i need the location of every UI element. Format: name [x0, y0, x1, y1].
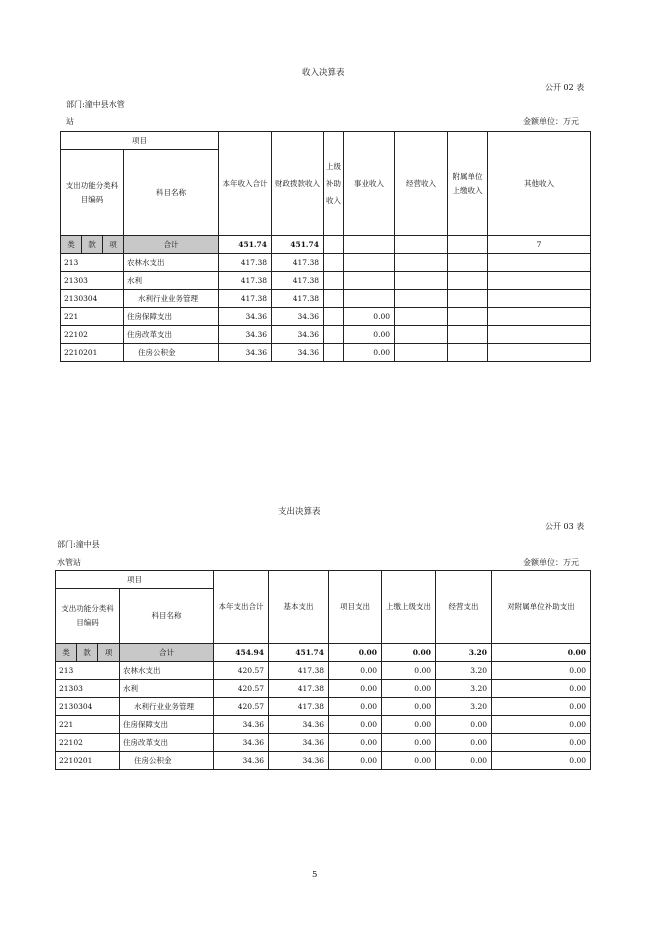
expense-header-subject-name: 科目名称 [120, 589, 214, 644]
expense-row-operating: 0.00 [436, 734, 492, 752]
expense-row-code: 213 [56, 662, 120, 680]
expense-header-project: 项目 [56, 571, 214, 589]
expense-row-subsidy: 0.00 [492, 752, 591, 770]
income-row-fiscal: 417.38 [272, 272, 324, 290]
income-header-superior: 上级补助收入 [324, 132, 344, 236]
expense-dept-line2: 水管站 [57, 558, 81, 567]
expense-unit: 金额单位：万元 [523, 558, 579, 567]
table-row [56, 680, 591, 698]
expense-row-name: 住房公积金 [120, 752, 214, 770]
expense-header-func-code: 支出功能分类科目编码 [56, 589, 120, 644]
expense-row-name: 水利 [120, 680, 214, 698]
expense-row-operating: 3.20 [436, 662, 492, 680]
income-total-kuan: 款 [82, 236, 103, 254]
table-row [56, 698, 591, 716]
income-row-total: 417.38 [219, 254, 272, 272]
expense-row-operating: 0.00 [436, 716, 492, 734]
income-total-total: 451.74 [219, 236, 272, 254]
expense-dept-line1: 部门:潼中县 [57, 540, 100, 549]
income-row-name: 水利行业业务管理 [124, 290, 219, 308]
income-row-name: 住房保障支出 [124, 308, 219, 326]
income-row-fiscal: 34.36 [272, 344, 324, 362]
expense-row-basic: 417.38 [269, 698, 329, 716]
expense-row-basic: 34.36 [269, 734, 329, 752]
expense-table [55, 570, 591, 770]
income-row-business [344, 272, 395, 290]
expense-row-total: 34.36 [214, 716, 269, 734]
expense-row-subsidy: 0.00 [492, 662, 591, 680]
expense-row-remit: 0.00 [382, 734, 436, 752]
income-unit: 金额单位：万元 [523, 117, 579, 126]
table-row [56, 662, 591, 680]
expense-row-code: 22102 [56, 734, 120, 752]
expense-total-xiang: 项 [98, 644, 120, 662]
income-total-lei: 类 [61, 236, 82, 254]
income-row-total: 417.38 [219, 290, 272, 308]
income-total-fiscal: 451.74 [272, 236, 324, 254]
expense-header-basic: 基本支出 [269, 571, 329, 644]
expense-row-total: 34.36 [214, 752, 269, 770]
expense-header-remit: 上缴上级支出 [382, 571, 436, 644]
expense-row-project-exp: 0.00 [329, 734, 382, 752]
expense-row-total: 34.36 [214, 734, 269, 752]
expense-total-label: 合计 [120, 644, 214, 662]
income-header-func-code: 支出功能分类科目编码 [61, 150, 124, 236]
expense-row-code: 221 [56, 716, 120, 734]
expense-total-operating: 3.20 [436, 644, 492, 662]
expense-row-operating: 0.00 [436, 752, 492, 770]
income-table [60, 131, 591, 362]
income-row-name: 住房公积金 [124, 344, 219, 362]
income-header-other: 其他收入 [488, 132, 591, 236]
expense-row-subsidy: 0.00 [492, 716, 591, 734]
income-title: 收入决算表 [302, 68, 345, 78]
income-dept-line2: 站 [66, 117, 74, 126]
income-header-subject-name: 科目名称 [124, 150, 219, 236]
expense-row-project-exp: 0.00 [329, 716, 382, 734]
expense-row-code: 2210201 [56, 752, 120, 770]
expense-total-lei: 类 [56, 644, 77, 662]
table-row [56, 734, 591, 752]
income-total-other: 7 [488, 236, 591, 254]
income-row-business: 0.00 [344, 326, 395, 344]
income-row-code: 213 [61, 254, 124, 272]
expense-row-total: 420.57 [214, 662, 269, 680]
income-row-business: 0.00 [344, 308, 395, 326]
income-row-total: 34.36 [219, 326, 272, 344]
expense-row-subsidy: 0.00 [492, 734, 591, 752]
income-total-xiang: 项 [103, 236, 124, 254]
expense-row-total: 420.57 [214, 698, 269, 716]
income-row-fiscal: 417.38 [272, 254, 324, 272]
income-header-fiscal: 财政拨款收入 [272, 132, 324, 236]
expense-row-remit: 0.00 [382, 698, 436, 716]
expense-row-remit: 0.00 [382, 680, 436, 698]
table-row [61, 344, 591, 362]
income-row-fiscal: 34.36 [272, 308, 324, 326]
income-row-code: 22102 [61, 326, 124, 344]
page-number: 5 [312, 870, 318, 880]
expense-row-basic: 417.38 [269, 680, 329, 698]
expense-row-basic: 34.36 [269, 752, 329, 770]
table-row [61, 272, 591, 290]
income-row-business: 0.00 [344, 344, 395, 362]
income-header-business: 事业收入 [344, 132, 395, 236]
expense-row-subsidy: 0.00 [492, 698, 591, 716]
income-form-no: 公开 02 表 [545, 83, 585, 92]
expense-total-subsidy: 0.00 [492, 644, 591, 662]
expense-header-operating: 经营支出 [436, 571, 492, 644]
table-row [61, 308, 591, 326]
income-total-label: 合计 [124, 236, 219, 254]
expense-total-total: 454.94 [214, 644, 269, 662]
expense-row-code: 2130304 [56, 698, 120, 716]
expense-row-remit: 0.00 [382, 752, 436, 770]
expense-row-remit: 0.00 [382, 662, 436, 680]
income-row-name: 住房改革支出 [124, 326, 219, 344]
income-row-code: 221 [61, 308, 124, 326]
income-dept-line1: 部门:潼中县水管 [66, 100, 125, 109]
income-row-business [344, 290, 395, 308]
income-row-total: 34.36 [219, 344, 272, 362]
expense-total-remit: 0.00 [382, 644, 436, 662]
expense-row-code: 21303 [56, 680, 120, 698]
expense-header-subsidy: 对附属单位补助支出 [492, 571, 591, 644]
income-row-total: 34.36 [219, 308, 272, 326]
expense-total-basic: 451.74 [269, 644, 329, 662]
income-row-total: 417.38 [219, 272, 272, 290]
income-row-fiscal: 34.36 [272, 326, 324, 344]
expense-row-operating: 3.20 [436, 698, 492, 716]
income-header-project: 项目 [61, 132, 219, 150]
income-row-name: 农林水支出 [124, 254, 219, 272]
income-header-operating: 经营收入 [395, 132, 448, 236]
expense-row-project-exp: 0.00 [329, 662, 382, 680]
expense-row-name: 住房改革支出 [120, 734, 214, 752]
income-row-code: 2130304 [61, 290, 124, 308]
expense-row-subsidy: 0.00 [492, 680, 591, 698]
expense-form-no: 公开 03 表 [545, 522, 585, 531]
expense-row-total: 420.57 [214, 680, 269, 698]
table-row [61, 326, 591, 344]
expense-row-project-exp: 0.00 [329, 698, 382, 716]
income-row-code: 21303 [61, 272, 124, 290]
income-header-total: 本年收入合计 [219, 132, 272, 236]
table-row [56, 752, 591, 770]
expense-total-kuan: 款 [77, 644, 98, 662]
expense-row-basic: 34.36 [269, 716, 329, 734]
expense-row-project-exp: 0.00 [329, 680, 382, 698]
income-row-business [344, 254, 395, 272]
expense-row-name: 水利行业业务管理 [120, 698, 214, 716]
income-header-affiliated: 附属单位上缴收入 [448, 132, 488, 236]
income-row-code: 2210201 [61, 344, 124, 362]
expense-row-basic: 417.38 [269, 662, 329, 680]
expense-row-name: 住房保障支出 [120, 716, 214, 734]
expense-row-name: 农林水支出 [120, 662, 214, 680]
table-row [56, 716, 591, 734]
expense-header-total: 本年支出合计 [214, 571, 269, 644]
income-row-fiscal: 417.38 [272, 290, 324, 308]
income-row-name: 水利 [124, 272, 219, 290]
expense-row-operating: 3.20 [436, 680, 492, 698]
expense-row-remit: 0.00 [382, 716, 436, 734]
table-row [61, 254, 591, 272]
expense-header-project-exp: 项目支出 [329, 571, 382, 644]
expense-total-project-exp: 0.00 [329, 644, 382, 662]
expense-title: 支出决算表 [278, 507, 321, 517]
expense-row-project-exp: 0.00 [329, 752, 382, 770]
table-row [61, 290, 591, 308]
